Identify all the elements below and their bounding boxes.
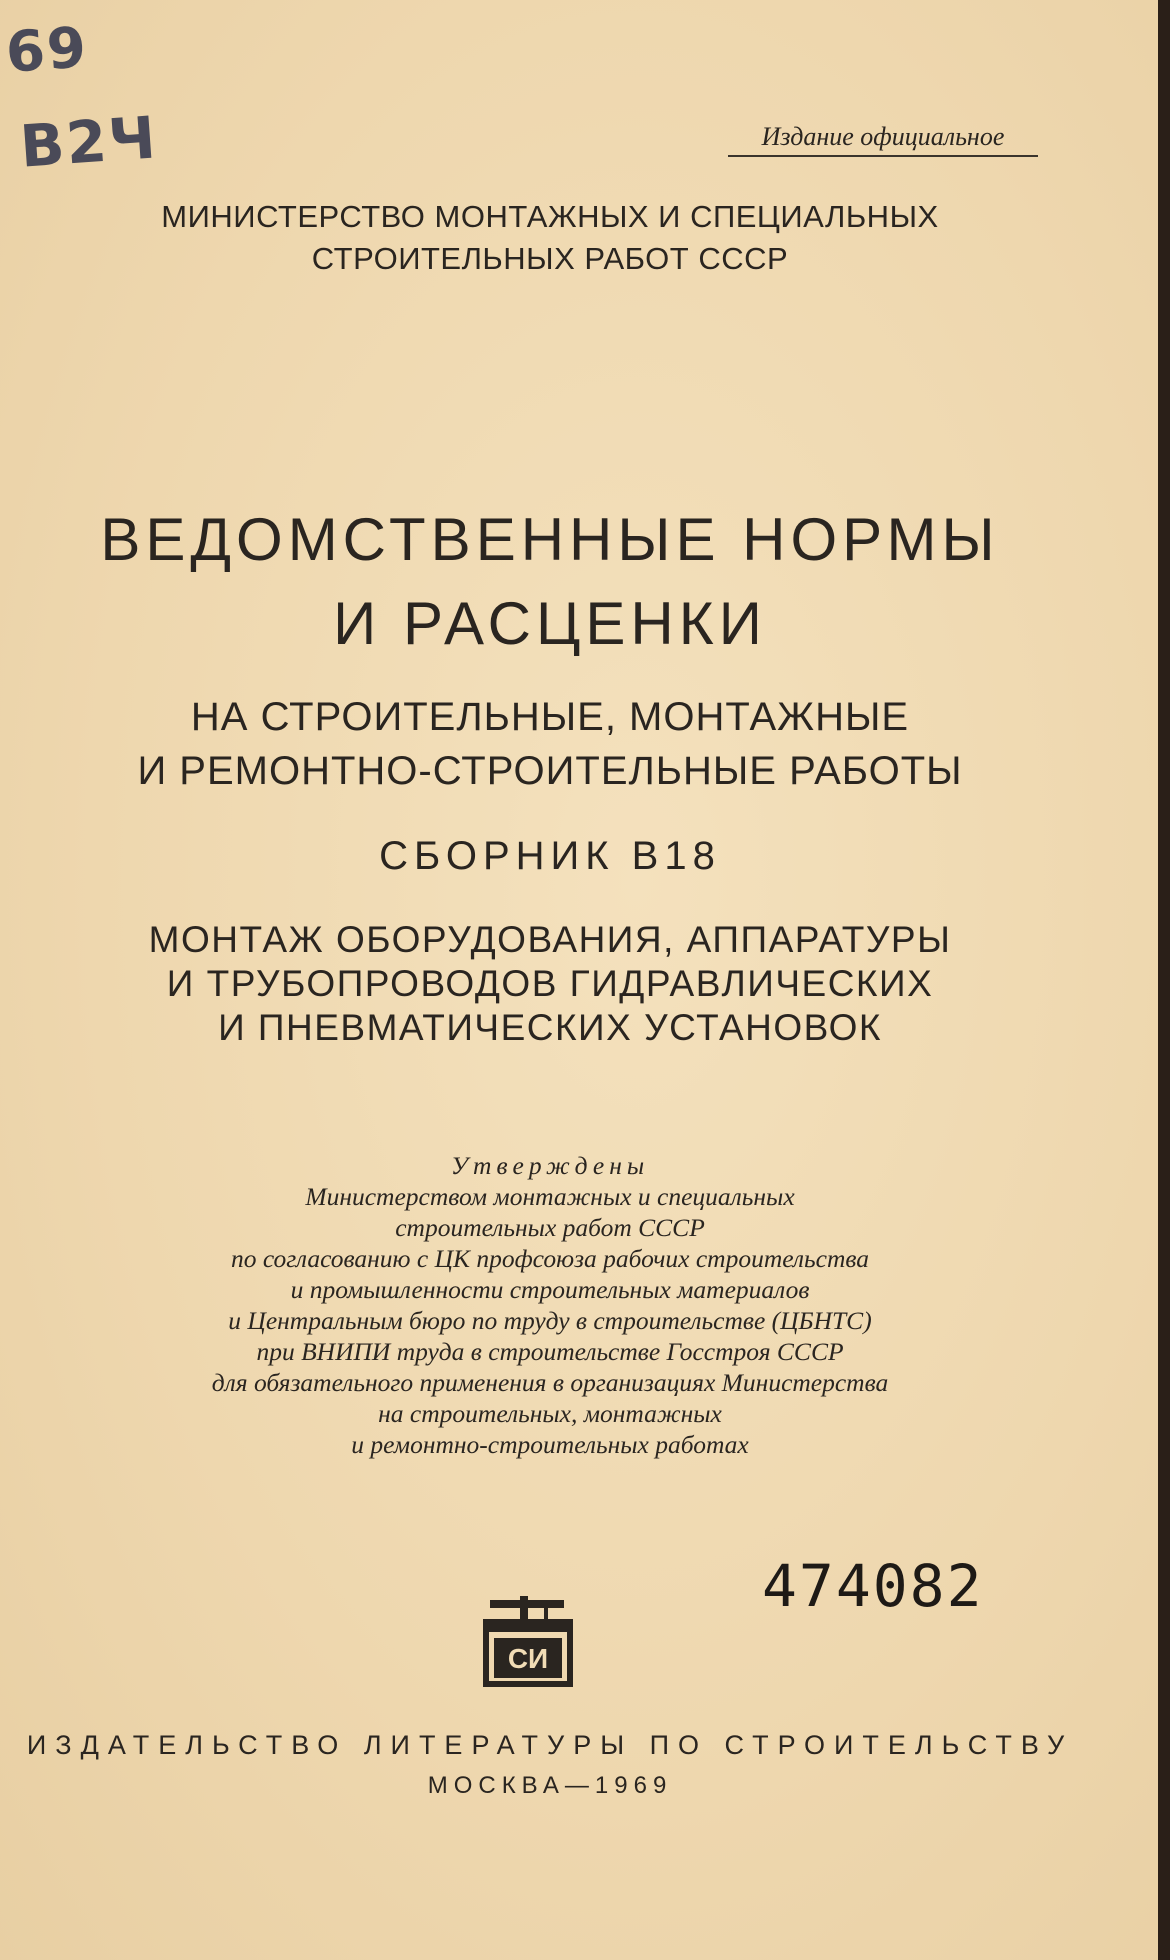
official-edition-label: Издание официальное bbox=[728, 122, 1038, 157]
approval-line: и Центральным бюро по труду в строительстве (ЦБНТС) bbox=[228, 1306, 872, 1335]
collection-label: СБОРНИК В18 bbox=[379, 834, 721, 878]
document-subtitle bbox=[0, 690, 1100, 798]
ministry-line-2: СТРОИТЕЛЬНЫХ РАБОТ СССР bbox=[311, 241, 789, 276]
approval-line: при ВНИПИ труда в строительстве Госстроя СССР bbox=[256, 1337, 844, 1366]
approval-line: и промышленности строительных материалов bbox=[290, 1275, 810, 1304]
approval-line: по согласованию с ЦК профсоюза рабочих строительства bbox=[230, 1244, 870, 1273]
publisher-name: ИЗДАТЕЛЬСТВО ЛИТЕРАТУРЫ ПО СТРОИТЕЛЬСТВУ bbox=[26, 1730, 1074, 1760]
topic-line-3: И ПНЕВМАТИЧЕСКИХ УСТАНОВОК bbox=[218, 1007, 882, 1048]
topic-line-1: МОНТАЖ ОБОРУДОВАНИЯ, АППАРАТУРЫ bbox=[148, 919, 952, 960]
approval-heading: Утверждены bbox=[450, 1151, 650, 1180]
subtitle-line-1: НА СТРОИТЕЛЬНЫЕ, МОНТАЖНЫЕ bbox=[190, 695, 910, 739]
city-year: МОСКВА—1969 bbox=[427, 1772, 673, 1799]
approval-block bbox=[0, 1150, 1100, 1460]
page-edge bbox=[1158, 0, 1170, 1960]
topic-line-2: И ТРУБОПРОВОДОВ ГИДРАВЛИЧЕСКИХ bbox=[166, 963, 934, 1004]
ministry-header bbox=[0, 196, 1100, 280]
document-title bbox=[0, 498, 1100, 666]
collection-topic bbox=[0, 918, 1100, 1050]
approval-line: Министерством монтажных и специальных bbox=[305, 1182, 795, 1211]
logo-text: СИ bbox=[507, 1643, 549, 1674]
approval-line: и ремонтно-строительных работах bbox=[351, 1430, 749, 1459]
approval-line: для обязательного применения в организациях Министерства bbox=[211, 1368, 889, 1397]
publisher-logo-icon bbox=[480, 1596, 576, 1688]
approval-line: строительных работ СССР bbox=[395, 1213, 705, 1242]
subtitle-line-2: И РЕМОНТНО-СТРОИТЕЛЬНЫЕ РАБОТЫ bbox=[137, 749, 963, 793]
title-line-1: ВЕДОМСТВЕННЫЕ НОРМЫ bbox=[100, 506, 1000, 573]
title-line-2: И РАСЦЕНКИ bbox=[333, 590, 767, 657]
handwritten-note-1: 69 bbox=[3, 15, 91, 86]
ministry-line-1: МИНИСТЕРСТВО МОНТАЖНЫХ И СПЕЦИАЛЬНЫХ bbox=[161, 199, 939, 234]
handwritten-note-2: В2Ч bbox=[17, 103, 160, 181]
inventory-stamp-number: 474082 bbox=[762, 1552, 984, 1620]
approval-line: на строительных, монтажных bbox=[378, 1399, 722, 1428]
